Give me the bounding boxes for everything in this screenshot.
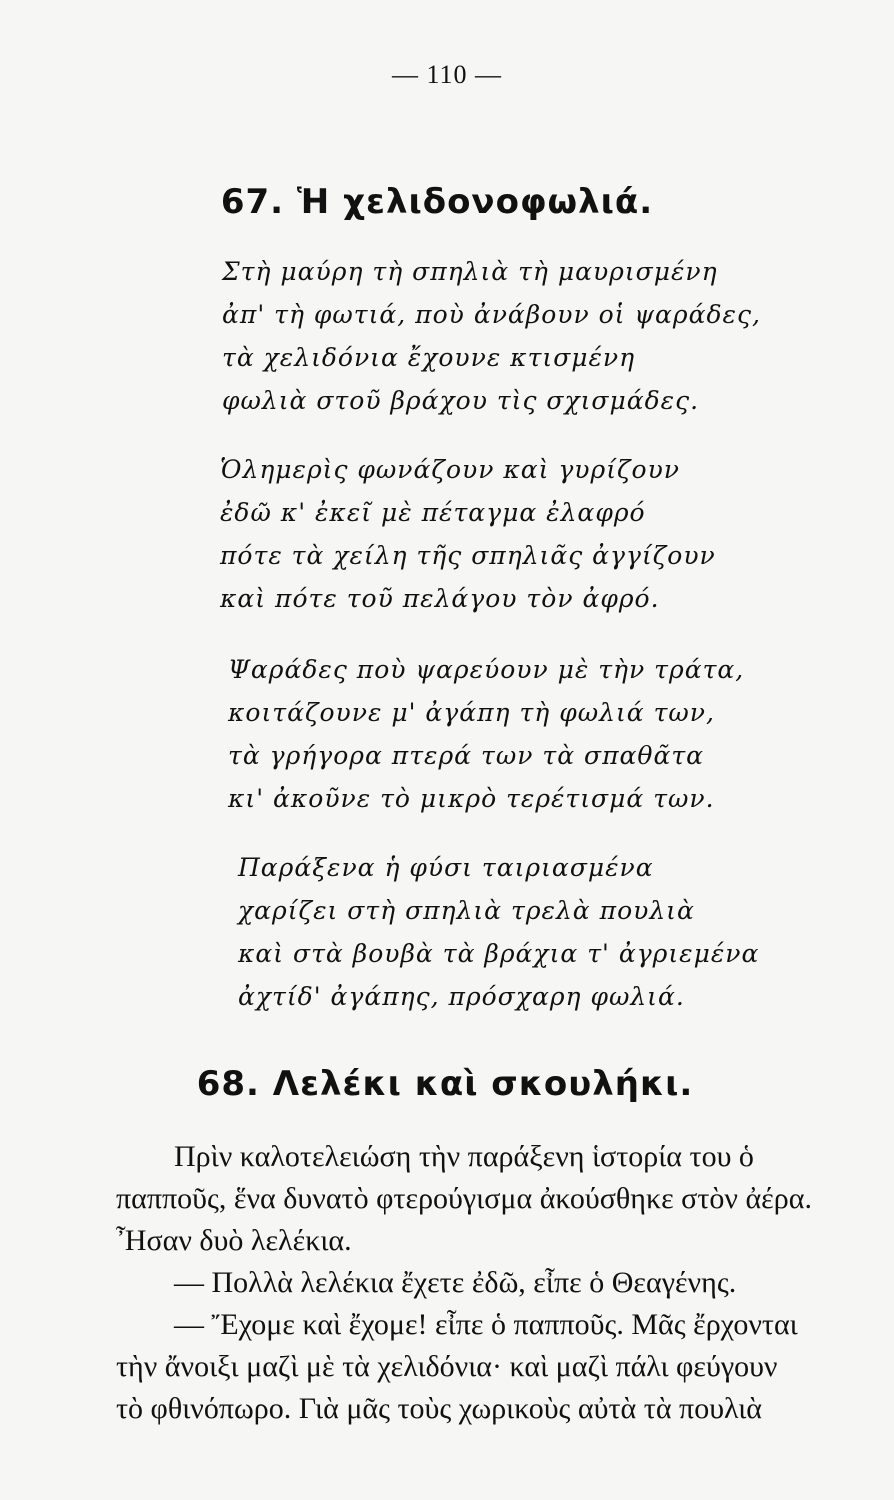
poem-line: Ὁλημερὶς φωνάζουν καὶ γυρίζουν bbox=[220, 455, 680, 484]
prose-line: Ἦσαν δυὸ λελέκια. bbox=[116, 1224, 352, 1257]
prose-body bbox=[116, 1136, 886, 1430]
prose-line: Πρὶν καλοτελειώση τὴν παράξενη ἱστορία του ὁ bbox=[174, 1140, 754, 1173]
poem-line: τὰ γρήγορα πτερά των τὰ σπαθᾶτα bbox=[228, 741, 705, 770]
section-heading-68: 68. Λελέκι καὶ σκουλήκι. bbox=[196, 1064, 694, 1104]
dialogue-line: — Πολλὰ λελέκια ἔχετε ἐδῶ, εἶπε ὁ Θεαγένης. bbox=[174, 1266, 737, 1299]
poem-line: κι' ἀκοῦνε τὸ μικρὸ τερέτισμά των. bbox=[228, 784, 715, 813]
poem-stanza-1 bbox=[222, 250, 761, 422]
prose-line: παπποῦς, ἕνα δυνατὸ φτερούγισμα ἀκούσθηκε στὸν ἀέρα. bbox=[116, 1182, 812, 1215]
poem-line: Ψαράδες ποὺ ψαρεύουν μὲ τὴν τράτα, bbox=[228, 655, 745, 684]
poem-line: Στὴ μαύρη τὴ σπηλιὰ τὴ μαυρισμένη bbox=[222, 257, 718, 286]
poem-line: ἀχτίδ' ἀγάπης, πρόσχαρη φωλιά. bbox=[238, 982, 685, 1011]
poem-line: τὰ χελιδόνια ἔχουνε κτισμένη bbox=[222, 343, 636, 372]
poem-line: κοιτάζουνε μ' ἀγάπη τὴ φωλιά των, bbox=[228, 698, 715, 727]
poem-line: Παράξενα ἡ φύσι ταιριασμένα bbox=[238, 853, 654, 882]
poem-line: καὶ στὰ βουβὰ τὰ βράχια τ' ἀγριεμένα bbox=[238, 939, 760, 968]
poem-stanza-4 bbox=[238, 846, 759, 1018]
dialogue-line: — Ἔχομε καὶ ἔχομε! εἶπε ὁ παπποῦς. Μᾶς ἔρχονται bbox=[174, 1308, 798, 1341]
poem-line: πότε τὰ χείλη τῆς σπηλιᾶς ἀγγίζουν bbox=[220, 541, 716, 570]
poem-line: ἀπ' τὴ φωτιά, ποὺ ἀνάβουν οἱ ψαράδες, bbox=[222, 300, 761, 329]
poem-line: ἐδῶ κ' ἐκεῖ μὲ πέταγμα ἐλαφρό bbox=[220, 498, 646, 527]
prose-line: τὴν ἄνοιξι μαζὶ μὲ τὰ χελιδόνια· καὶ μαζὶ πάλι φεύγουν bbox=[116, 1350, 778, 1383]
poem-stanza-3 bbox=[228, 648, 744, 820]
poem-stanza-2 bbox=[220, 448, 716, 620]
prose-line: τὸ φθινόπωρο. Γιὰ μᾶς τοὺς χωρικοὺς αὐτὰ τὰ πουλιὰ bbox=[116, 1392, 763, 1425]
page-number: — 110 — bbox=[391, 60, 503, 89]
section-heading-67: 67. Ἡ χελιδονοφωλιά. bbox=[220, 182, 654, 222]
poem-line: χαρίζει στὴ σπηλιὰ τρελὰ πουλιὰ bbox=[238, 896, 695, 925]
poem-line: φωλιὰ στοῦ βράχου τὶς σχισμάδες. bbox=[222, 386, 700, 415]
poem-line: καὶ πότε τοῦ πελάγου τὸν ἀφρό. bbox=[220, 584, 660, 613]
